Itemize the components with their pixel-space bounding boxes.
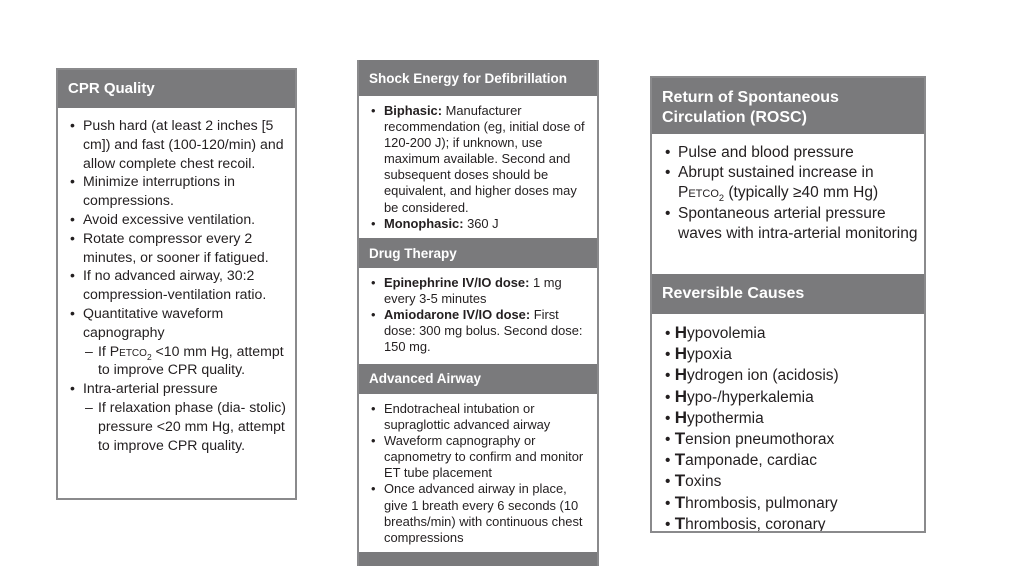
drug-epinephrine-label: Epinephrine IV/IO dose:	[384, 275, 530, 290]
cause-rest: oxins	[685, 473, 722, 491]
cause-initial: T	[674, 492, 686, 512]
shock-monophasic-label: Monophasic:	[384, 215, 464, 231]
advanced-airway-body	[359, 394, 597, 552]
shock-monophasic-text: 360 J	[463, 215, 499, 231]
cpr-bullet-no-airway-ratio: • If no advanced airway, 30:2 compression-ventilation ratio.	[83, 266, 289, 304]
cpr-bullet-avoid-ventilation: • Avoid excessive ventilation.	[83, 210, 289, 229]
rosc-petco2-pre: Abrupt sustained increase in	[678, 164, 874, 182]
advanced-airway-title: Advanced Airway	[359, 364, 597, 394]
cpr-capnography-label: Quantitative waveform capnography	[83, 304, 224, 340]
cpr-quality-body	[58, 108, 295, 454]
cpr-bullet-capnography	[83, 304, 289, 379]
cause-rest: ydrogen ion (acidosis)	[687, 367, 839, 385]
cause-initial: H	[674, 344, 688, 364]
cpr-quality-title: CPR Quality	[58, 70, 295, 108]
cpr-sub-diastolic: – If relaxation phase (dia- stolic) pressure <20 mm Hg, attempt to improve CPR quality.	[98, 398, 289, 454]
cpr-sub-petco2-pre: If	[98, 342, 110, 359]
airway-bullet-intubation: • Endotracheal intubation or supraglottic advanced airway	[384, 401, 593, 433]
drug-epinephrine-text: 1 mg every 3-5 minutes	[384, 275, 562, 307]
rosc-petco2-post: (typically ≥40 mm Hg)	[724, 184, 879, 202]
cause-item: • Hypoxia	[665, 344, 732, 364]
reversible-causes-body	[652, 314, 924, 533]
airway-bullet-capnography: • Waveform capnography or capnometry to confirm and monitor ET tube placement	[384, 433, 593, 481]
rosc-body	[652, 134, 924, 274]
rosc-petco2-term: Petco	[678, 184, 719, 202]
drug-amiodarone	[384, 307, 593, 355]
cause-rest: ension pneumothorax	[685, 431, 835, 449]
rosc-panel	[650, 76, 926, 533]
shock-biphasic	[384, 103, 593, 216]
cpr-bullet-intra-arterial	[83, 379, 289, 454]
rosc-petco2-subscript: 2	[718, 193, 725, 204]
cause-rest: ypothermia	[687, 409, 764, 427]
cause-initial: T	[674, 471, 686, 491]
cause-item: • Tamponade, cardiac	[665, 450, 817, 470]
rosc-title: Return of Spontaneous Circulation (ROSC)	[652, 78, 924, 134]
cause-rest: hrombosis, coronary	[685, 515, 826, 533]
shock-biphasic-label: Biphasic:	[384, 103, 443, 118]
drug-amiodarone-text: First dose: 300 mg bolus. Second dose: 150 mg.	[384, 307, 583, 355]
cause-item: • Thrombosis, pulmonary	[665, 492, 838, 512]
cpr-bullet-minimize-interruptions: • Minimize interruptions in compressions.	[83, 172, 289, 210]
cause-item: • Thrombosis, coronary	[665, 513, 826, 533]
cpr-bullet-rotate-compressor: • Rotate compressor every 2 minutes, or sooner if fatigued.	[83, 229, 289, 267]
cpr-sub-petco2-post: <10 mm Hg, attempt to improve CPR quality.	[98, 342, 284, 378]
rosc-bullet-pulse: • Pulse and blood pressure	[678, 143, 920, 163]
treatment-panel	[357, 60, 599, 566]
cause-item: • Tension pneumothorax	[665, 429, 835, 449]
shock-biphasic-text: Manufacturer recommendation (eg, initial dose of 120-200 J); if unknown, use maximum available. Second and subsequent doses should be equivalent, and higher doses may be considered.	[384, 103, 585, 215]
cause-rest: hrombosis, pulmonary	[685, 494, 838, 512]
cause-initial: H	[674, 323, 688, 342]
cause-rest: ypovolemia	[687, 325, 766, 342]
reversible-causes-title: Reversible Causes	[652, 274, 924, 314]
cause-item: • Hydrogen ion (acidosis)	[665, 365, 839, 385]
shock-energy-title: Shock Energy for Defibrillation	[359, 60, 597, 96]
cause-initial: T	[674, 450, 686, 470]
cpr-sub-petco2-term: Petco	[109, 342, 147, 359]
cause-item: • Hypothermia	[665, 407, 764, 427]
cause-item: • Hypovolemia	[665, 323, 766, 342]
drug-therapy-title: Drug Therapy	[359, 238, 597, 268]
shock-monophasic	[384, 216, 593, 232]
cause-initial: H	[674, 365, 688, 385]
cpr-bullet-push-hard: • Push hard (at least 2 inches [5 cm]) and fast (100-120/min) and allow complete chest recoil.	[83, 116, 289, 172]
cause-initial: H	[674, 407, 688, 427]
cpr-sub-petco2-subscript: 2	[146, 351, 152, 362]
reversible-causes-list	[665, 323, 920, 533]
shock-energy-body	[359, 96, 597, 238]
rosc-bullet-petco2	[678, 163, 920, 203]
drug-epinephrine	[384, 275, 593, 307]
cause-rest: ypo-/hyperkalemia	[687, 388, 814, 406]
cause-item: • Hypo-/hyperkalemia	[665, 386, 814, 406]
cause-initial: T	[674, 429, 686, 449]
cause-item: • Toxins	[665, 471, 722, 491]
cpr-sub-petco2	[98, 342, 289, 380]
next-section-header-cut	[359, 552, 597, 566]
cause-rest: ypoxia	[687, 346, 732, 364]
drug-amiodarone-label: Amiodarone IV/IO dose:	[384, 307, 531, 323]
cpr-quality-panel	[56, 68, 297, 500]
cause-rest: amponade, cardiac	[685, 452, 817, 470]
drug-therapy-body	[359, 268, 597, 364]
cause-initial: H	[674, 386, 688, 406]
airway-bullet-breath-rate: • Once advanced airway in place, give 1 breath every 6 seconds (10 breaths/min) with continuous chest compressions	[384, 481, 593, 545]
cpr-intra-arterial-label: Intra-arterial pressure	[83, 380, 218, 397]
cause-initial: T	[674, 513, 686, 533]
rosc-bullet-arterial-waves: • Spontaneous arterial pressure waves with intra-arterial monitoring	[678, 204, 920, 244]
